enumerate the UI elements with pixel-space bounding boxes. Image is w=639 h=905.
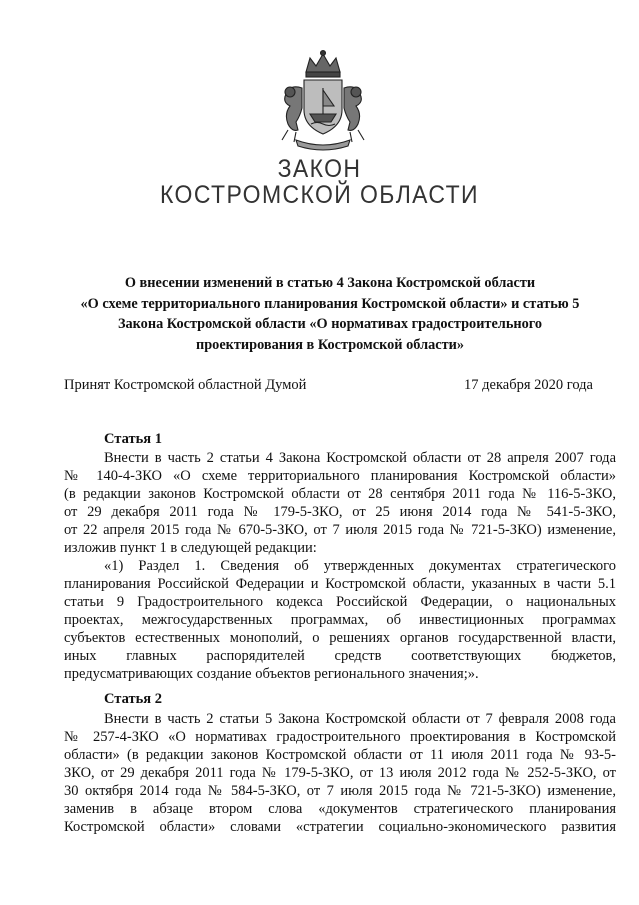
- paragraph-line: Внести в часть 2 статьи 5 Закона Костромской области от 7 февраля 2008 года: [104, 711, 616, 727]
- law-heading-line-2: КОСТРОМСКОЙ ОБЛАСТИ: [160, 181, 479, 209]
- paragraph-line: планирования Российской Федерации и Костромской области, указанных в части 5.1: [64, 576, 616, 592]
- paragraph-line: заменив в абзаце втором слова «документов стратегического планирования: [64, 801, 616, 817]
- title-line: О внесении изменений в статью 4 Закона Костромской области: [124, 275, 536, 291]
- paragraph-line: (в редакции законов Костромской области от 28 сентября 2011 года № 116-5-ЗКО,: [64, 486, 616, 502]
- paragraph-line: проектах, межгосударственных программах, об инвестиционных программах: [64, 612, 616, 628]
- article-2-heading: Статья 2: [104, 691, 162, 707]
- paragraph-line: иных главных распорядителей средств соответствующих бюджетов,: [64, 648, 616, 664]
- paragraph-line: № 257-4-ЗКО «О нормативах градостроительного проектирования в Костромской: [64, 729, 616, 745]
- article-1-heading: Статья 1: [104, 431, 162, 447]
- coat-of-arms-emblem: [268, 48, 378, 153]
- title-line: проектирования в Костромской области»: [195, 336, 464, 353]
- paragraph-line: № 140-4-ЗКО «О схеме территориального планирования Костромской области»: [64, 468, 616, 484]
- title-line: Закона Костромской области «О нормативах градостроительного: [117, 316, 543, 332]
- paragraph-line: Костромской области» словами «стратегии социально-экономического развития: [64, 819, 616, 835]
- adoption-date: 17 декабря 2020 года: [464, 377, 593, 393]
- paragraph-line: ЗКО, от 29 декабря 2011 года № 179-5-ЗКО, от 13 июля 2012 года № 252-5-ЗКО, от: [64, 765, 616, 781]
- title-line: «О схеме территориального планирования Костромской области» и статью 5: [80, 295, 580, 312]
- paragraph-line: «1) Раздел 1. Сведения об утвержденных документах стратегического: [104, 558, 616, 574]
- paragraph-line: изложив пункт 1 в следующей редакции:: [64, 540, 317, 556]
- adoption-text: Принят Костромской областной Думой: [64, 377, 307, 393]
- paragraph-line: от 29 декабря 2011 года № 179-5-ЗКО, от 25 июня 2014 года № 541-5-ЗКО,: [64, 504, 616, 520]
- paragraph-line: 30 октября 2014 года № 584-5-ЗКО, от 7 июля 2015 года № 721-5-ЗКО) изменение,: [64, 783, 616, 799]
- paragraph-line: области» (в редакции законов Костромской области от 11 июля 2011 года № 93-5-: [64, 747, 616, 763]
- paragraph-line: предусматривающих создание объектов регионального значения;».: [64, 666, 479, 682]
- law-heading-line-1: ЗАКОН: [277, 155, 362, 183]
- paragraph-line: Внести в часть 2 статьи 4 Закона Костромской области от 28 апреля 2007 года: [104, 450, 616, 466]
- paragraph-line: субъектов естественных монополий, о решениях органов государственной власти,: [64, 630, 616, 646]
- paragraph-line: статьи 9 Градостроительного кодекса Российской Федерации, о национальных: [64, 594, 616, 610]
- document-title: [60, 273, 600, 355]
- paragraph-line: от 22 апреля 2015 года № 670-5-ЗКО, от 7 июля 2015 года № 721-5-ЗКО) изменение,: [64, 522, 616, 538]
